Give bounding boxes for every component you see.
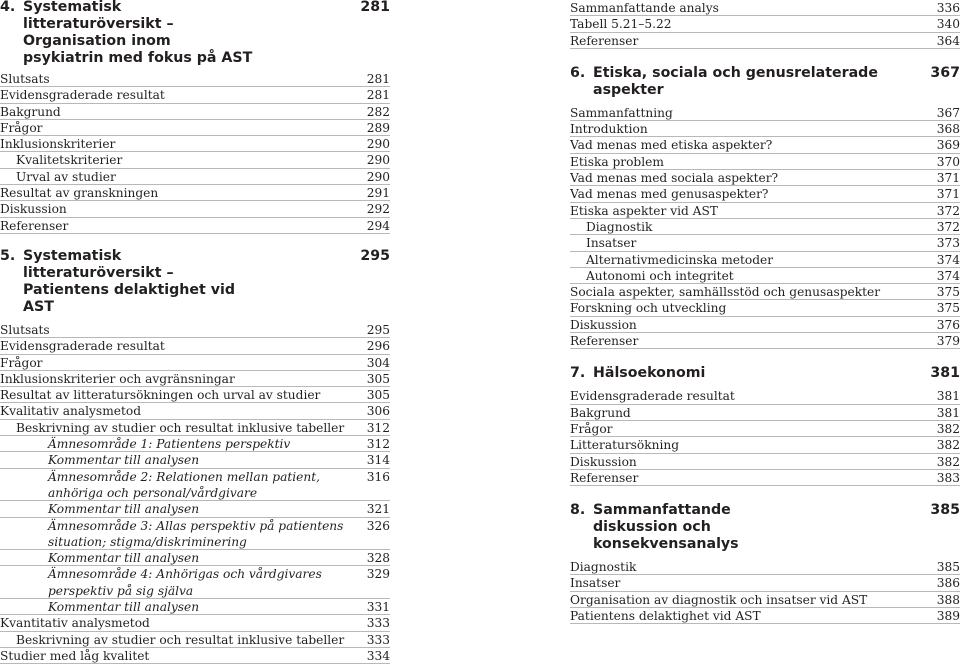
toc-entry-page: 290: [366, 169, 390, 184]
toc-entry-page: 295: [366, 322, 390, 337]
toc-entry-label: Diagnostik: [586, 219, 653, 234]
toc-entry-page: 381: [936, 405, 960, 420]
toc-entry-page: 382: [936, 454, 960, 469]
toc-entry[interactable]: [570, 592, 960, 608]
chapter-title: Systematisk litteraturöversikt – Patientens delaktighet vid AST: [23, 247, 236, 315]
toc-entry-page: 290: [366, 137, 390, 152]
toc-entry-page: 389: [936, 609, 960, 624]
toc-entry-label: Organisation av diagnostik och insatser vid AST: [570, 592, 868, 607]
toc-entry-page: 374: [936, 252, 960, 267]
chapter-title: Sammanfattande diskussion och konsekvensanalys: [593, 502, 739, 553]
toc-entry-page: 375: [936, 285, 960, 300]
toc-entry-page: 379: [936, 334, 960, 349]
toc-entry[interactable]: [0, 518, 390, 551]
chapter-heading[interactable]: [570, 365, 960, 382]
toc-entry[interactable]: [570, 470, 960, 486]
chapter-title: Hälsoekonomi: [593, 365, 706, 382]
toc-entry-label: Frågor: [0, 355, 43, 370]
toc-entry-label: Alternativmedicinska metoder: [586, 252, 774, 267]
chapter-title: Systematisk litteraturöversikt – Organisation inom psykiatrin med fokus på AST: [23, 0, 253, 66]
toc-entry[interactable]: [0, 322, 390, 338]
chapter-number: 8.: [570, 502, 586, 519]
toc-entry-page: 305: [366, 371, 390, 386]
toc-left-column: [0, 0, 390, 664]
toc-entry[interactable]: [570, 268, 960, 284]
toc-entry-label: Etiska aspekter vid AST: [570, 203, 718, 218]
toc-entry-label: Ämnesområde 1: Patientens perspektiv: [48, 437, 291, 452]
toc-entry-page: 316: [366, 469, 390, 484]
toc-entry[interactable]: [570, 235, 960, 251]
toc-entry[interactable]: [570, 0, 960, 16]
toc-entry[interactable]: [570, 170, 960, 186]
toc-entry-label: Introduktion: [570, 122, 648, 137]
toc-entry[interactable]: [570, 137, 960, 153]
toc-entry-label: Tabell 5.21–5.22: [570, 17, 672, 32]
toc-entry[interactable]: [570, 252, 960, 268]
toc-entry[interactable]: [0, 136, 390, 152]
toc-entry-page: 364: [936, 33, 960, 48]
toc-entry-page: 291: [366, 186, 390, 201]
toc-entry[interactable]: [570, 219, 960, 235]
toc-entry-page: 372: [936, 203, 960, 218]
toc-entry[interactable]: [0, 469, 390, 502]
toc-entry-page: 382: [936, 421, 960, 436]
toc-entry-label: Inklusionskriterier: [0, 137, 116, 152]
toc-entry-page: 374: [936, 268, 960, 283]
toc-entry-label: Diskussion: [0, 202, 67, 217]
toc-entry-label: Patientens delaktighet vid AST: [570, 609, 761, 624]
toc-entry-label: Bakgrund: [570, 405, 631, 420]
chapter-number: 5.: [0, 247, 16, 264]
toc-entry-label: Sociala aspekter, samhällsstöd och genusaspekter: [570, 285, 881, 300]
toc-entry[interactable]: [0, 648, 390, 664]
toc-entry-page: 331: [366, 600, 390, 615]
toc-entry-page: 388: [936, 592, 960, 607]
toc-entry-label: Urval av studier: [16, 169, 116, 184]
toc-entry[interactable]: [0, 338, 390, 354]
chapter-page: 385: [930, 502, 960, 519]
toc-entry[interactable]: [570, 608, 960, 624]
toc-entry-page: 304: [366, 355, 390, 370]
toc-entry-label: Insatser: [570, 576, 621, 591]
toc-entry[interactable]: [0, 169, 390, 185]
toc-entry-label: Frågor: [570, 421, 613, 436]
toc-entry[interactable]: [570, 300, 960, 316]
toc-entry[interactable]: [570, 388, 960, 404]
toc-entry[interactable]: [0, 87, 390, 103]
toc-entry[interactable]: [0, 436, 390, 452]
toc-entry-label: Autonomi och integritet: [586, 268, 734, 283]
toc-entry-page: 333: [366, 632, 390, 647]
toc-entry-label: Kvalitativ analysmetod: [0, 404, 141, 419]
toc-entry-label: Evidensgraderade resultat: [0, 88, 165, 103]
toc-entry-page: 372: [936, 219, 960, 234]
toc-entry-label: Diskussion: [570, 317, 637, 332]
toc-entry-page: 334: [366, 648, 390, 663]
toc-entry-label: Frågor: [0, 120, 43, 135]
chapter-title: Etiska, sociala och genusrelaterade aspekter: [593, 64, 878, 98]
chapter-page: 295: [360, 247, 390, 264]
toc-entry-label: Ämnesområde 3: Allas perspektiv på patientens situation; stigma/diskriminering: [48, 518, 344, 549]
chapter-heading[interactable]: [570, 502, 960, 553]
toc-entry-page: 385: [936, 560, 960, 575]
toc-entry[interactable]: [0, 185, 390, 201]
toc-entry-page: 371: [936, 187, 960, 202]
toc-entry-label: Diagnostik: [570, 560, 637, 575]
chapter-number: 7.: [570, 365, 586, 382]
toc-entry-page: 340: [936, 17, 960, 32]
toc-entry-label: Referenser: [570, 33, 639, 48]
toc-entry[interactable]: [0, 152, 390, 168]
toc-entry-page: 381: [936, 389, 960, 404]
toc-entry-page: 329: [366, 567, 390, 582]
chapter-page: 281: [360, 0, 390, 15]
toc-entry[interactable]: [0, 71, 390, 87]
chapter-page: 367: [930, 64, 960, 81]
toc-entry[interactable]: [0, 615, 390, 631]
toc-entry[interactable]: [0, 452, 390, 468]
toc-entry[interactable]: [0, 632, 390, 648]
toc-entry[interactable]: [570, 203, 960, 219]
toc-entry-page: 289: [366, 120, 390, 135]
toc-entry-label: Vad menas med etiska aspekter?: [570, 138, 773, 153]
toc-entry-page: 281: [366, 88, 390, 103]
toc-entry-page: 375: [936, 301, 960, 316]
toc-entry-label: Insatser: [586, 236, 637, 251]
toc-entry[interactable]: [570, 154, 960, 170]
toc-entry-label: Referenser: [570, 470, 639, 485]
toc-entry-page: 371: [936, 171, 960, 186]
toc-entry-label: Slutsats: [0, 72, 50, 86]
toc-entry[interactable]: [570, 121, 960, 137]
toc-entry-label: Sammanfattning: [570, 105, 673, 120]
toc-entry-page: 305: [366, 388, 390, 403]
chapter-number: 6.: [570, 64, 586, 81]
toc-entry-label: Beskrivning av studier och resultat inklusive tabeller: [16, 632, 345, 647]
toc-entry[interactable]: [570, 284, 960, 300]
toc-entry[interactable]: [570, 421, 960, 437]
toc-entry-page: 294: [366, 218, 390, 233]
toc-entry[interactable]: [0, 420, 390, 436]
toc-entry-page: 383: [936, 470, 960, 485]
toc-right-column: [570, 0, 960, 624]
toc-entry[interactable]: [0, 599, 390, 615]
toc-entry-page: 321: [366, 502, 390, 517]
toc-entry-label: Kvalitetskriterier: [16, 153, 123, 168]
toc-entry-label: Bakgrund: [0, 104, 61, 119]
toc-entry-page: 312: [366, 437, 390, 452]
toc-entry-label: Ämnesområde 4: Anhörigas och vårdgivares perspektiv på sig själva: [48, 567, 322, 598]
toc-entry[interactable]: [0, 387, 390, 403]
toc-entry-label: Studier med låg kvalitet: [0, 648, 150, 663]
toc-entry[interactable]: [570, 317, 960, 333]
toc-entry-label: Litteratursökning: [570, 438, 680, 453]
toc-entry-label: Kommentar till analysen: [48, 502, 200, 517]
toc-entry[interactable]: [0, 355, 390, 371]
toc-entry[interactable]: [570, 333, 960, 349]
toc-entry-page: 369: [936, 138, 960, 153]
toc-entry-label: Resultat av granskningen: [0, 186, 159, 201]
toc-entry-page: 370: [936, 154, 960, 169]
toc-entry-label: Kommentar till analysen: [48, 551, 200, 566]
toc-entry-page: 281: [366, 72, 390, 86]
toc-entry[interactable]: [570, 437, 960, 453]
toc-entry-label: Evidensgraderade resultat: [0, 339, 165, 354]
toc-entry-page: 373: [936, 236, 960, 251]
toc-entry-page: 382: [936, 438, 960, 453]
toc-entry-page: 296: [366, 339, 390, 354]
toc-entry-page: 336: [936, 1, 960, 15]
toc-entry[interactable]: [0, 501, 390, 517]
toc-entry-label: Vad menas med sociala aspekter?: [570, 171, 779, 186]
toc-entry[interactable]: [0, 201, 390, 217]
toc-entry[interactable]: [570, 405, 960, 421]
chapter-page: 381: [930, 365, 960, 382]
chapter-heading[interactable]: [0, 0, 390, 67]
toc-entry[interactable]: [570, 186, 960, 202]
toc-entry-page: 328: [366, 551, 390, 566]
toc-entry[interactable]: [0, 104, 390, 120]
toc-entry[interactable]: [0, 218, 390, 234]
toc-entry-page: 367: [936, 105, 960, 120]
toc-entry-label: Diskussion: [570, 454, 637, 469]
toc-entry-page: 333: [366, 616, 390, 631]
toc-entry-page: 326: [366, 518, 390, 533]
toc-entry-label: Referenser: [0, 218, 69, 233]
toc-entry-label: Forskning och utveckling: [570, 301, 727, 316]
chapter-heading[interactable]: [570, 65, 960, 99]
toc-entry-page: 314: [366, 453, 390, 468]
toc-entry-label: Kommentar till analysen: [48, 453, 200, 468]
chapter-number: 4.: [0, 0, 16, 15]
toc-entry-label: Inklusionskriterier och avgränsningar: [0, 371, 235, 386]
toc-entry-page: 290: [366, 153, 390, 168]
toc-entry-page: 306: [366, 404, 390, 419]
toc-entry-label: Slutsats: [0, 322, 50, 337]
toc-entry-page: 312: [366, 420, 390, 435]
toc-entry-label: Kvantitativ analysmetod: [0, 616, 150, 631]
toc-entry-label: Kommentar till analysen: [48, 600, 200, 615]
toc-entry-page: 368: [936, 122, 960, 137]
toc-entry[interactable]: [570, 33, 960, 49]
toc-entry[interactable]: [570, 454, 960, 470]
toc-entry[interactable]: [0, 550, 390, 566]
toc-entry-label: Resultat av litteratursökningen och urval av studier: [0, 388, 321, 403]
toc-entry[interactable]: [0, 566, 390, 599]
toc-entry-page: 376: [936, 317, 960, 332]
toc-entry-label: Evidensgraderade resultat: [570, 389, 735, 404]
toc-entry-page: 292: [366, 202, 390, 217]
toc-entry-page: 282: [366, 104, 390, 119]
toc-entry-page: 386: [936, 576, 960, 591]
toc-entry[interactable]: [570, 559, 960, 575]
toc-entry[interactable]: [570, 16, 960, 32]
toc-entry[interactable]: [0, 371, 390, 387]
toc-entry[interactable]: [0, 403, 390, 419]
toc-entry-label: Referenser: [570, 334, 639, 349]
toc-entry[interactable]: [570, 575, 960, 591]
toc-entry-label: Etiska problem: [570, 154, 664, 169]
toc-entry[interactable]: [0, 120, 390, 136]
toc-entry-label: Vad menas med genusaspekter?: [570, 187, 769, 202]
toc-entry[interactable]: [570, 105, 960, 121]
toc-entry-label: Beskrivning av studier och resultat inklusive tabeller: [16, 420, 345, 435]
toc-entry-label: Ämnesområde 2: Relationen mellan patient, anhöriga och personal/vårdgivare: [48, 469, 321, 500]
toc-entry-label: Sammanfattande analys: [570, 1, 719, 15]
chapter-heading[interactable]: [0, 248, 390, 316]
